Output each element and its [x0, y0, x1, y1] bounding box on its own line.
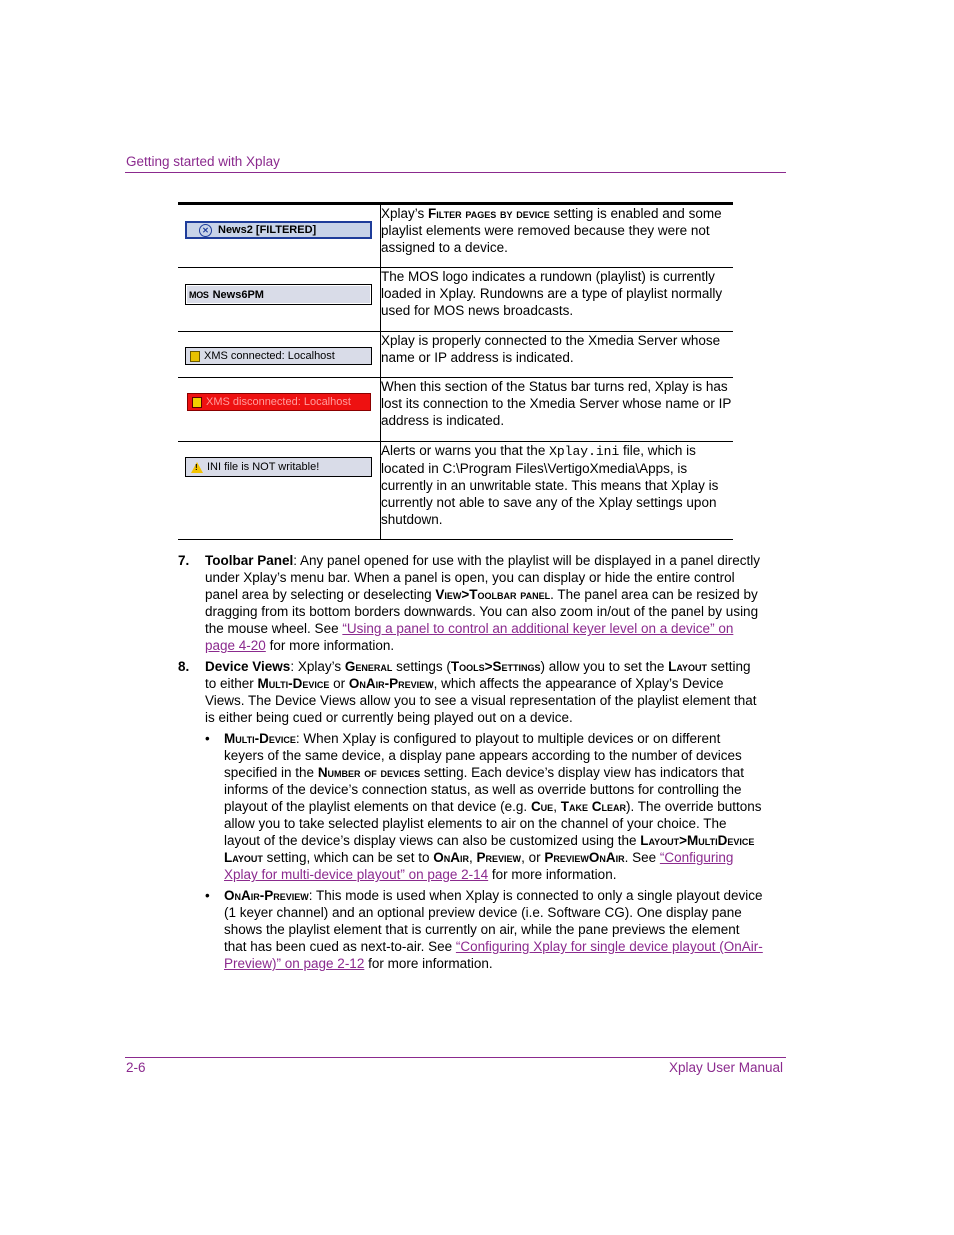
- statusbar-image-cell: [178, 268, 381, 332]
- warning-icon: [191, 462, 203, 473]
- item-term: Device Views: [205, 659, 291, 674]
- statusbar-mos-sample: [185, 284, 372, 305]
- statusbar-text: News6PM: [212, 288, 264, 301]
- statusbar-text: INI file is NOT writable!: [207, 461, 320, 473]
- statusbar-image-cell: [178, 332, 381, 378]
- xms-disconnected-icon: [192, 397, 202, 408]
- cross-reference-link[interactable]: “Configuring Xplay for single device playout (OnAir-Preview)” on page 2-12: [224, 939, 763, 971]
- statusbar-xms-disconnected-sample: [187, 393, 371, 411]
- item-number: 8.: [178, 659, 190, 674]
- running-header: Getting started with Xplay: [126, 154, 280, 169]
- description-cell: The MOS logo indicates a rundown (playlist) is currently loaded in Xplay. Rundowns are a type of playlist normally used for MOS news broadcasts.: [381, 269, 723, 318]
- statusbar-image-cell: [178, 442, 381, 540]
- cross-reference-link[interactable]: “Using a panel to control an additional keyer level on a device” on page 4-20: [205, 621, 734, 653]
- description-cell: Xplay is properly connected to the Xmedia Server whose name or IP address is indicated.: [381, 333, 721, 365]
- table-row: [178, 332, 733, 378]
- filter-setting-name: Filter pages by device: [428, 206, 550, 221]
- item-number: 7.: [178, 553, 190, 568]
- table-row: [178, 442, 733, 540]
- page-number: 2-6: [126, 1060, 146, 1075]
- description-cell: Xplay’s Filter pages by device setting is enabled and some playlist elements were removed because they were not assigned to a device.: [381, 206, 722, 255]
- footer-rule: [125, 1057, 786, 1058]
- statusbar-ini-warning-sample: [185, 457, 372, 477]
- statusbar-filtered-sample: [185, 221, 372, 239]
- list-item-toolbar-panel: 7. Toolbar Panel: Any panel opened for use with the playlist will be displayed in a panel directly under Xplay’s menu bar. When a panel is open, you can display or hide the entire control panel area by selecting or deselecting View>Toolbar panel. The panel area can be resized by dragging from its bottom borders downwards. You can also zoom in/out of the panel by using the mouse wheel. See “Using a panel to control an additional keyer level on a device” on page 4-20 for more information.: [178, 553, 761, 653]
- item-term: Toolbar Panel: [205, 553, 294, 568]
- statusbar-image-cell: [178, 378, 381, 442]
- statusbar-text: XMS disconnected: Localhost: [206, 396, 351, 408]
- manual-title: Xplay User Manual: [668, 1060, 783, 1075]
- table-row: [178, 204, 733, 268]
- bullet-onair-preview: • OnAir-Preview: This mode is used when Xplay is connected to only a single playout device (1 keyer channel) and an optional preview device (i.e. Software CG). One display pane shows the playlist element that is currently on air, while the pane previews the element that has been cued as next-to-air. See “Configuring Xplay for single device playout (OnAir-Preview)” on page 2-12 for more information.: [205, 888, 763, 971]
- statusbar-image-cell: [178, 204, 381, 268]
- statusbar-xms-connected-sample: [185, 347, 372, 365]
- list-item-device-views: 8. Device Views: Xplay’s General settings (Tools>Settings) allow you to set the Layout setting to either Multi-Device or OnAir-Preview, which affects the appearance of Xplay’s Device Views. The Device Views allow you to see a visual representation of the playlist element that is either being cued or currently being played out on a device. • Multi-Device: When Xplay is configured to playout to multiple devices or on different keyers of the same device, a display pane appears according to the number of devices specified in the Number of devices setting. Each device’s display view has indicators that informs of the device’s connection status, as well as override buttons for controlling the playout of the playlist elements on that device (e.g. Cue, Take Clear). The override buttons allow you to take selected playlist elements to air on the channel of your choice. The layout of the device’s display views can also be customized using the Layout>MultiDevice Layout setting, which can be set to OnAir, Preview, or PreviewOnAir. See “Configuring Xplay for multi-device playout” on page 2-14 for more information. • OnAir-Preview: This mode is used when Xplay is connected to only a single playout device (1 keyer channel) and an optional preview device (i.e. Software CG). One display pane shows the playlist element that is currently on air, while the pane previews the element that has been cued as next-to-air. See “Configuring Xplay for single device playout (OnAir-Preview)” on page 2-12 for more information.: [178, 659, 763, 971]
- bullet-multi-device: • Multi-Device: When Xplay is configured to playout to multiple devices or on different keyers of the same device, a display pane appears according to the number of devices specified in the Number of devices setting. Each device’s display view has indicators that informs of the device’s connection status, as well as override buttons for controlling the playout of the playlist elements on that device (e.g. Cue, Take Clear). The override buttons allow you to take selected playlist elements to air on the channel of your choice. The layout of the device’s display views can also be customized using the Layout>MultiDevice Layout setting, which can be set to OnAir, Preview, or PreviewOnAir. See “Configuring Xplay for multi-device playout” on page 2-14 for more information.: [205, 731, 762, 882]
- description-cell: When this section of the Status bar turns red, Xplay is has lost its connection to the Xmedia Server whose name or IP address is indicated.: [381, 379, 732, 428]
- filter-icon: ✕: [199, 224, 212, 237]
- statusbar-text: News2 [FILTERED]: [218, 224, 317, 236]
- table-row: [178, 378, 733, 442]
- xms-connected-icon: [190, 351, 200, 362]
- status-bar-table: [178, 202, 733, 540]
- bullet-mark: •: [205, 888, 210, 903]
- header-rule: [125, 172, 786, 173]
- bullet-mark: •: [205, 731, 210, 746]
- numbered-list: [178, 552, 763, 976]
- statusbar-text: XMS connected: Localhost: [204, 350, 335, 362]
- ini-filename: Xplay.ini: [549, 444, 620, 459]
- mos-logo-icon: MOS: [189, 289, 209, 300]
- description-cell: Alerts or warns you that the Xplay.ini file, which is located in C:\Program Files\VertigoXmedia\Apps, is currently in an unwritable state. This means that Xplay is currently not able to save any of the Xplay settings upon shutdown.: [381, 443, 719, 527]
- menu-path: View>Toolbar panel: [435, 587, 551, 602]
- cross-reference-link[interactable]: “Configuring Xplay for multi-device playout” on page 2-14: [224, 850, 734, 882]
- table-row: [178, 268, 733, 332]
